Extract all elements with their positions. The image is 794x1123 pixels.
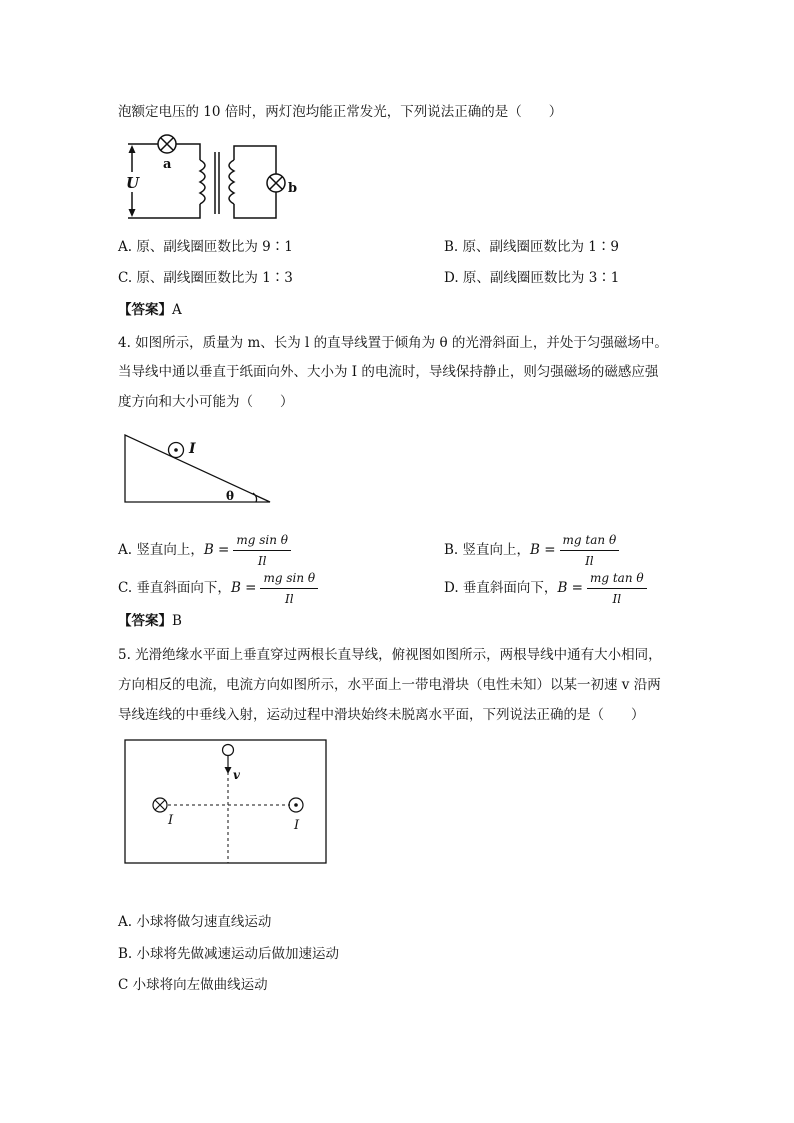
label-v: v [233,768,240,782]
q4-option-b [444,530,619,571]
option-lhs: B = [557,580,583,596]
answer-label: 【答案】 [118,302,172,318]
option-text: A. 竖直向上， [118,542,204,558]
label-theta: θ [226,489,235,503]
q5-stem-line1: 5. 光滑绝缘水平面上垂直穿过两根长直导线，俯视图如图所示，两根导线中通有大小相同， [118,647,662,663]
q5-stem-line3: 导线连线的中垂线入射，运动过程中滑块始终未脱离水平面，下列说法正确的是（ ） [118,707,645,723]
option-fraction: $\frac{\text{mg tan θ}}{Il}$ [560,530,620,571]
label-b: b [288,181,298,196]
q5-stem-line2: 方向相反的电流，电流方向如图所示，水平面上一带电滑块（电性未知）以某一初速 v 沿两 [118,677,661,693]
q3-answer [118,300,182,320]
q5-option-c: C 小球将向左做曲线运动 [118,977,268,993]
option-fraction: $\frac{\text{mg sin θ}}{Il}$ [260,568,318,609]
transformer-circuit-figure [118,130,308,225]
q3-stem-tail: 泡额定电压的 10 倍时，两灯泡均能正常发光，下列说法正确的是（ ） [118,104,563,120]
q4-option-d [444,568,647,609]
q4-stem-line2: 当导线中通以垂直于纸面向外、大小为 I 的电流时，导线保持静止，则匀强磁场的磁感应强 [118,364,659,380]
incline-figure [118,430,278,510]
label-i-right: I [294,818,300,833]
label-u: U [126,174,140,192]
q3-option-c: C. 原、副线圈匝数比为 1∶3 [118,270,293,286]
q3-option-b: B. 原、副线圈匝数比为 1∶9 [444,239,619,255]
option-fraction: $\frac{\text{mg sin θ}}{Il}$ [233,530,291,571]
option-lhs: B = [203,542,230,558]
wires-top-view-figure [124,738,328,866]
label-a: a [163,157,172,172]
option-text: C. 垂直斜面向下， [118,580,231,596]
option-fraction: $\frac{\text{mg tan θ}}{Il}$ [587,568,647,609]
answer-value: A [172,302,182,318]
option-text: B. 竖直向上， [444,542,531,558]
option-lhs: B = [230,580,257,596]
q4-stem-line1: 4. 如图所示，质量为 m、长为 l 的直导线置于倾角为 θ 的光滑斜面上，并处于匀强磁场中。 [118,335,668,351]
q4-stem-line3: 度方向和大小可能为（ ） [118,394,294,410]
label-i: I [189,441,196,457]
q4-option-a [118,530,291,571]
q5-option-a: A. 小球将做匀速直线运动 [118,914,272,930]
answer-label: 【答案】 [118,613,172,629]
q3-option-d: D. 原、副线圈匝数比为 3∶1 [444,270,620,286]
option-lhs: B = [530,542,556,558]
q4-option-c [118,568,318,609]
answer-value: B [172,613,182,629]
q3-option-a: A. 原、副线圈匝数比为 9∶1 [118,239,293,255]
q4-answer [118,611,182,631]
q5-option-b: B. 小球将先做减速运动后做加速运动 [118,946,340,962]
label-i-left: I [168,813,174,828]
option-text: D. 垂直斜面向下， [444,580,558,596]
